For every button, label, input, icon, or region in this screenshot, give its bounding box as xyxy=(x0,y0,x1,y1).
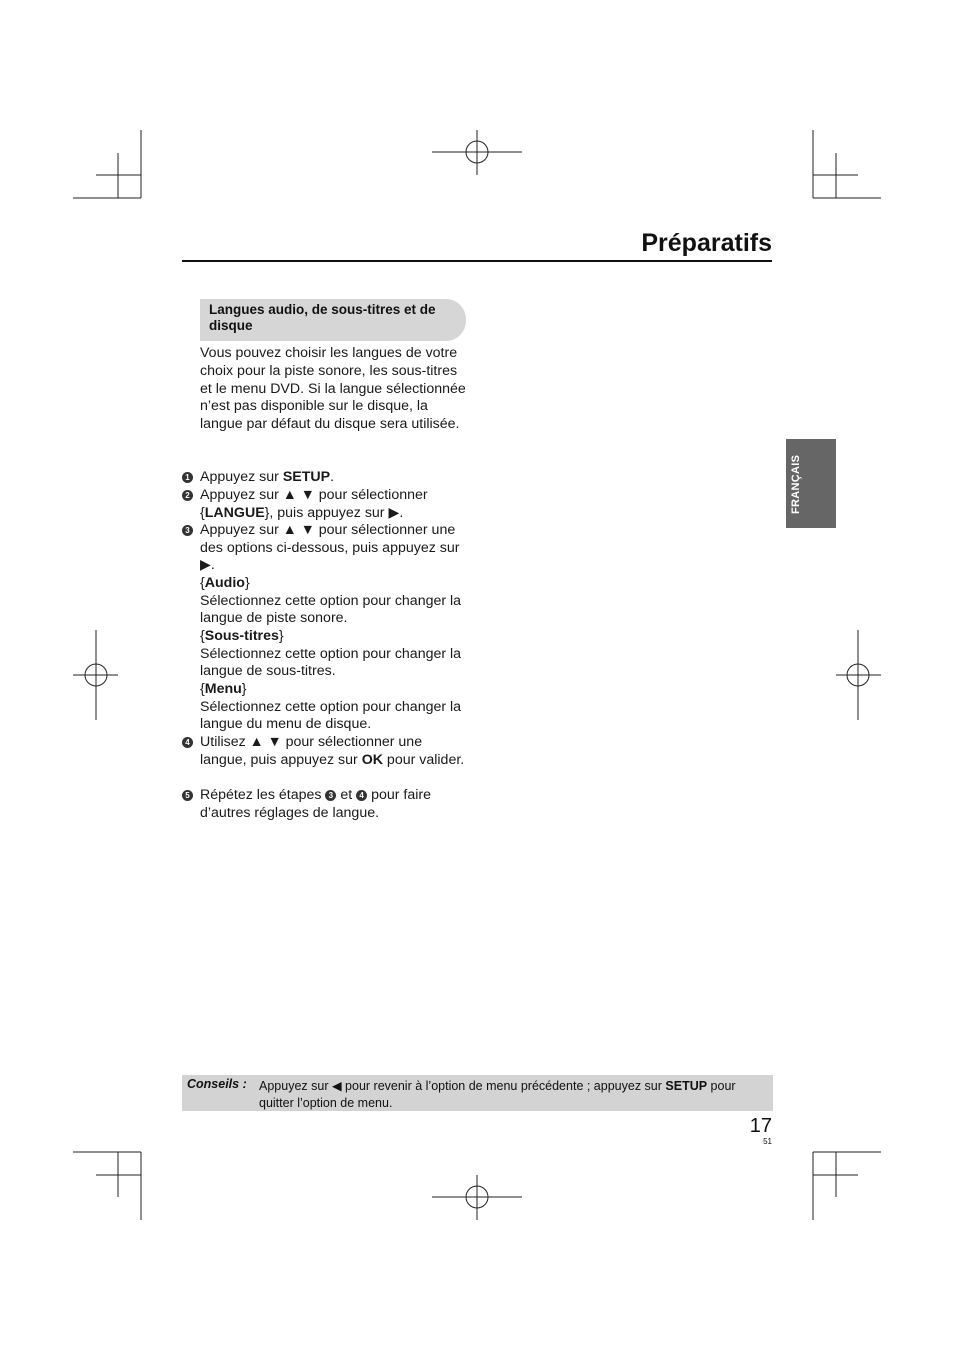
option-name-line: {Menu} xyxy=(200,681,247,697)
sub-page-number: 51 xyxy=(763,1137,772,1146)
step-4 xyxy=(182,734,472,769)
step-reference-badge: 4 xyxy=(356,790,367,801)
option-subtitles xyxy=(200,628,472,681)
step-5 xyxy=(182,787,472,822)
step-2 xyxy=(182,487,472,522)
option-description: Sélectionnez cette option pour changer la langue de sous-titres. xyxy=(200,645,462,680)
step-number-badge: 2 xyxy=(182,490,193,501)
step-text-part: et xyxy=(336,787,357,803)
option-name-line: {Audio} xyxy=(200,575,250,591)
step-text-part: pour valider. xyxy=(382,751,465,768)
step-text-part: }, puis appuyez sur ▶. xyxy=(264,504,404,521)
step-number-badge: 3 xyxy=(182,525,193,536)
step-1 xyxy=(182,469,472,487)
tips-text xyxy=(259,1078,764,1111)
option-name: Audio xyxy=(204,575,245,591)
step-text-part: Répétez les étapes xyxy=(200,787,326,803)
step-text-part: . xyxy=(330,469,335,485)
step-text xyxy=(200,469,472,487)
option-name-line: {Sous-titres} xyxy=(200,628,284,644)
option-description: Sélectionnez cette option pour changer la langue du menu de disque. xyxy=(200,698,462,733)
title-divider xyxy=(182,260,772,262)
tips-label: Conseils : xyxy=(187,1077,247,1091)
step-3 xyxy=(182,522,472,575)
step-number-badge: 4 xyxy=(182,737,193,748)
option-name: Menu xyxy=(204,681,242,697)
page-title: Préparatifs xyxy=(641,229,772,257)
step-number-badge: 1 xyxy=(182,472,193,483)
tips-keyword: SETUP xyxy=(665,1079,708,1093)
step-text-part: Appuyez sur xyxy=(200,469,283,485)
language-tab xyxy=(786,439,836,528)
option-menu xyxy=(200,681,472,734)
option-name: Sous-titres xyxy=(204,628,279,644)
step-text xyxy=(200,487,472,522)
option-audio xyxy=(200,575,472,628)
tips-text-part: Appuyez sur ◀ pour revenir à l’option de menu précédente ; appuyez sur xyxy=(259,1079,666,1093)
intro-paragraph: Vous pouvez choisir les langues de votre choix pour la piste sonore, les sous-titres et le menu DVD. Si la langue sélectionnée n’est pas disponible sur le disque, la langue par défaut du disque sera utilisée. xyxy=(200,345,466,433)
tips-box xyxy=(182,1075,773,1111)
step-number-badge: 5 xyxy=(182,790,193,801)
option-description: Sélectionnez cette option pour changer la langue de piste sonore. xyxy=(200,592,462,627)
step-text xyxy=(200,734,472,769)
step-text: Appuyez sur ▲ ▼ pour sélectionner une des options ci-dessous, puis appuyez sur ▶. xyxy=(200,522,460,574)
step-reference-badge: 3 xyxy=(325,790,336,801)
step-keyword: OK xyxy=(361,751,383,768)
step-text-part: pour faire d’autres réglages de langue. xyxy=(200,787,432,821)
step-keyword: SETUP xyxy=(282,469,331,485)
step-keyword: LANGUE xyxy=(204,504,265,521)
page-number: 17 xyxy=(749,1115,772,1137)
step-text-part: Appuyez sur ▲ ▼ pour sélectionner { xyxy=(200,487,428,521)
language-tab-label: FRANÇAIS xyxy=(790,454,802,514)
tips-text-part: pour quitter l’option de menu. xyxy=(259,1079,736,1110)
section-heading: Langues audio, de sous-titres et de disque xyxy=(200,299,466,341)
step-text xyxy=(200,787,472,822)
step-text-part: Utilisez ▲ ▼ pour sélectionner une langue, puis appuyez sur xyxy=(200,734,423,768)
